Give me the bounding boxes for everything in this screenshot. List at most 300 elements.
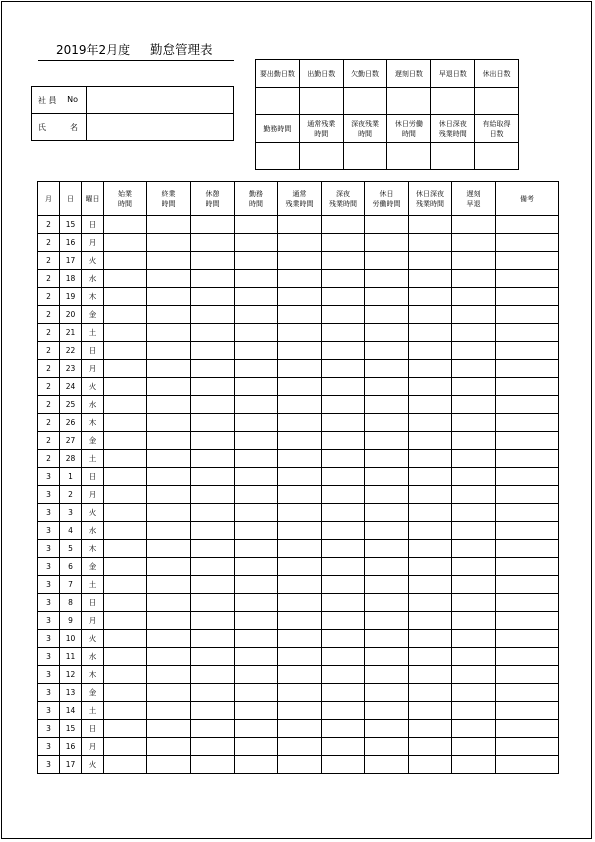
- entry-cell[interactable]: [496, 216, 559, 234]
- entry-cell[interactable]: [409, 504, 452, 522]
- entry-cell[interactable]: [104, 504, 147, 522]
- entry-cell[interactable]: [147, 414, 191, 432]
- entry-cell[interactable]: [235, 486, 278, 504]
- entry-cell[interactable]: [496, 666, 559, 684]
- entry-cell[interactable]: [409, 522, 452, 540]
- entry-cell[interactable]: [104, 756, 147, 774]
- entry-cell[interactable]: [235, 324, 278, 342]
- entry-cell[interactable]: [452, 684, 496, 702]
- entry-cell[interactable]: [496, 432, 559, 450]
- entry-cell[interactable]: [235, 594, 278, 612]
- entry-cell[interactable]: [409, 558, 452, 576]
- entry-cell[interactable]: [322, 504, 365, 522]
- entry-cell[interactable]: [191, 630, 235, 648]
- entry-cell[interactable]: [278, 234, 322, 252]
- entry-cell[interactable]: [409, 666, 452, 684]
- entry-cell[interactable]: [104, 486, 147, 504]
- entry-cell[interactable]: [322, 432, 365, 450]
- entry-cell[interactable]: [322, 414, 365, 432]
- entry-cell[interactable]: [235, 306, 278, 324]
- summary-value-field[interactable]: [475, 143, 519, 170]
- entry-cell[interactable]: [235, 540, 278, 558]
- entry-cell[interactable]: [235, 378, 278, 396]
- entry-cell[interactable]: [235, 342, 278, 360]
- entry-cell[interactable]: [104, 360, 147, 378]
- entry-cell[interactable]: [191, 576, 235, 594]
- entry-cell[interactable]: [365, 396, 409, 414]
- entry-cell[interactable]: [104, 684, 147, 702]
- entry-cell[interactable]: [496, 738, 559, 756]
- entry-cell[interactable]: [104, 324, 147, 342]
- entry-cell[interactable]: [365, 684, 409, 702]
- entry-cell[interactable]: [452, 306, 496, 324]
- entry-cell[interactable]: [235, 720, 278, 738]
- entry-cell[interactable]: [452, 504, 496, 522]
- entry-cell[interactable]: [147, 594, 191, 612]
- entry-cell[interactable]: [104, 648, 147, 666]
- entry-cell[interactable]: [235, 504, 278, 522]
- entry-cell[interactable]: [409, 288, 452, 306]
- entry-cell[interactable]: [104, 252, 147, 270]
- entry-cell[interactable]: [452, 432, 496, 450]
- entry-cell[interactable]: [365, 594, 409, 612]
- entry-cell[interactable]: [365, 720, 409, 738]
- entry-cell[interactable]: [452, 342, 496, 360]
- entry-cell[interactable]: [452, 630, 496, 648]
- entry-cell[interactable]: [235, 738, 278, 756]
- entry-cell[interactable]: [452, 576, 496, 594]
- entry-cell[interactable]: [365, 252, 409, 270]
- entry-cell[interactable]: [104, 630, 147, 648]
- entry-cell[interactable]: [409, 252, 452, 270]
- entry-cell[interactable]: [278, 576, 322, 594]
- entry-cell[interactable]: [147, 396, 191, 414]
- entry-cell[interactable]: [104, 288, 147, 306]
- entry-cell[interactable]: [496, 558, 559, 576]
- entry-cell[interactable]: [409, 576, 452, 594]
- entry-cell[interactable]: [191, 252, 235, 270]
- entry-cell[interactable]: [235, 666, 278, 684]
- entry-cell[interactable]: [278, 216, 322, 234]
- entry-cell[interactable]: [322, 666, 365, 684]
- entry-cell[interactable]: [191, 558, 235, 576]
- entry-cell[interactable]: [365, 450, 409, 468]
- entry-cell[interactable]: [409, 432, 452, 450]
- entry-cell[interactable]: [496, 252, 559, 270]
- entry-cell[interactable]: [496, 576, 559, 594]
- entry-cell[interactable]: [452, 468, 496, 486]
- entry-cell[interactable]: [278, 468, 322, 486]
- entry-cell[interactable]: [147, 468, 191, 486]
- entry-cell[interactable]: [322, 702, 365, 720]
- entry-cell[interactable]: [452, 450, 496, 468]
- entry-cell[interactable]: [191, 666, 235, 684]
- entry-cell[interactable]: [191, 234, 235, 252]
- entry-cell[interactable]: [191, 540, 235, 558]
- summary-value-field[interactable]: [256, 88, 300, 115]
- entry-cell[interactable]: [409, 702, 452, 720]
- entry-cell[interactable]: [496, 630, 559, 648]
- entry-cell[interactable]: [147, 432, 191, 450]
- entry-cell[interactable]: [147, 306, 191, 324]
- entry-cell[interactable]: [365, 468, 409, 486]
- entry-cell[interactable]: [147, 648, 191, 666]
- entry-cell[interactable]: [147, 450, 191, 468]
- entry-cell[interactable]: [322, 216, 365, 234]
- entry-cell[interactable]: [322, 558, 365, 576]
- entry-cell[interactable]: [452, 396, 496, 414]
- entry-cell[interactable]: [496, 288, 559, 306]
- entry-cell[interactable]: [147, 378, 191, 396]
- entry-cell[interactable]: [278, 270, 322, 288]
- entry-cell[interactable]: [191, 468, 235, 486]
- entry-cell[interactable]: [496, 702, 559, 720]
- entry-cell[interactable]: [365, 738, 409, 756]
- entry-cell[interactable]: [409, 342, 452, 360]
- entry-cell[interactable]: [147, 738, 191, 756]
- entry-cell[interactable]: [235, 252, 278, 270]
- entry-cell[interactable]: [322, 396, 365, 414]
- entry-cell[interactable]: [278, 648, 322, 666]
- entry-cell[interactable]: [278, 666, 322, 684]
- entry-cell[interactable]: [191, 702, 235, 720]
- entry-cell[interactable]: [147, 486, 191, 504]
- entry-cell[interactable]: [235, 522, 278, 540]
- entry-cell[interactable]: [104, 450, 147, 468]
- entry-cell[interactable]: [365, 414, 409, 432]
- entry-cell[interactable]: [278, 414, 322, 432]
- entry-cell[interactable]: [191, 450, 235, 468]
- summary-value-field[interactable]: [299, 88, 343, 115]
- entry-cell[interactable]: [235, 270, 278, 288]
- entry-cell[interactable]: [322, 648, 365, 666]
- entry-cell[interactable]: [278, 360, 322, 378]
- summary-value-field[interactable]: [343, 143, 387, 170]
- entry-cell[interactable]: [452, 756, 496, 774]
- entry-cell[interactable]: [365, 702, 409, 720]
- entry-cell[interactable]: [322, 486, 365, 504]
- summary-value-field[interactable]: [431, 143, 475, 170]
- entry-cell[interactable]: [104, 234, 147, 252]
- entry-cell[interactable]: [191, 720, 235, 738]
- entry-cell[interactable]: [278, 432, 322, 450]
- entry-cell[interactable]: [235, 612, 278, 630]
- entry-cell[interactable]: [409, 396, 452, 414]
- entry-cell[interactable]: [496, 540, 559, 558]
- entry-cell[interactable]: [409, 450, 452, 468]
- entry-cell[interactable]: [322, 288, 365, 306]
- entry-cell[interactable]: [147, 270, 191, 288]
- entry-cell[interactable]: [365, 324, 409, 342]
- entry-cell[interactable]: [409, 378, 452, 396]
- entry-cell[interactable]: [452, 720, 496, 738]
- entry-cell[interactable]: [147, 522, 191, 540]
- entry-cell[interactable]: [191, 288, 235, 306]
- entry-cell[interactable]: [191, 594, 235, 612]
- entry-cell[interactable]: [191, 486, 235, 504]
- entry-cell[interactable]: [104, 396, 147, 414]
- entry-cell[interactable]: [278, 396, 322, 414]
- entry-cell[interactable]: [496, 342, 559, 360]
- employee-name-field[interactable]: [87, 114, 234, 141]
- entry-cell[interactable]: [496, 612, 559, 630]
- entry-cell[interactable]: [191, 360, 235, 378]
- entry-cell[interactable]: [104, 738, 147, 756]
- entry-cell[interactable]: [452, 486, 496, 504]
- entry-cell[interactable]: [147, 702, 191, 720]
- entry-cell[interactable]: [191, 738, 235, 756]
- entry-cell[interactable]: [452, 738, 496, 756]
- entry-cell[interactable]: [191, 414, 235, 432]
- entry-cell[interactable]: [104, 594, 147, 612]
- entry-cell[interactable]: [452, 540, 496, 558]
- entry-cell[interactable]: [322, 468, 365, 486]
- entry-cell[interactable]: [147, 288, 191, 306]
- entry-cell[interactable]: [104, 612, 147, 630]
- summary-value-field[interactable]: [343, 88, 387, 115]
- entry-cell[interactable]: [365, 360, 409, 378]
- entry-cell[interactable]: [278, 684, 322, 702]
- entry-cell[interactable]: [191, 684, 235, 702]
- entry-cell[interactable]: [409, 738, 452, 756]
- entry-cell[interactable]: [278, 738, 322, 756]
- entry-cell[interactable]: [147, 630, 191, 648]
- entry-cell[interactable]: [365, 576, 409, 594]
- entry-cell[interactable]: [365, 216, 409, 234]
- entry-cell[interactable]: [147, 720, 191, 738]
- entry-cell[interactable]: [191, 756, 235, 774]
- entry-cell[interactable]: [452, 522, 496, 540]
- entry-cell[interactable]: [452, 216, 496, 234]
- entry-cell[interactable]: [496, 396, 559, 414]
- entry-cell[interactable]: [235, 630, 278, 648]
- entry-cell[interactable]: [322, 522, 365, 540]
- entry-cell[interactable]: [452, 612, 496, 630]
- entry-cell[interactable]: [452, 414, 496, 432]
- entry-cell[interactable]: [452, 270, 496, 288]
- entry-cell[interactable]: [365, 306, 409, 324]
- entry-cell[interactable]: [452, 594, 496, 612]
- entry-cell[interactable]: [452, 378, 496, 396]
- entry-cell[interactable]: [496, 306, 559, 324]
- entry-cell[interactable]: [322, 684, 365, 702]
- entry-cell[interactable]: [365, 288, 409, 306]
- entry-cell[interactable]: [496, 234, 559, 252]
- entry-cell[interactable]: [235, 432, 278, 450]
- entry-cell[interactable]: [365, 522, 409, 540]
- entry-cell[interactable]: [235, 360, 278, 378]
- entry-cell[interactable]: [191, 270, 235, 288]
- entry-cell[interactable]: [322, 324, 365, 342]
- summary-value-field[interactable]: [387, 143, 431, 170]
- entry-cell[interactable]: [191, 504, 235, 522]
- entry-cell[interactable]: [147, 756, 191, 774]
- entry-cell[interactable]: [278, 702, 322, 720]
- summary-value-field[interactable]: [256, 143, 300, 170]
- entry-cell[interactable]: [496, 720, 559, 738]
- entry-cell[interactable]: [278, 594, 322, 612]
- entry-cell[interactable]: [147, 558, 191, 576]
- entry-cell[interactable]: [104, 558, 147, 576]
- entry-cell[interactable]: [104, 468, 147, 486]
- entry-cell[interactable]: [409, 594, 452, 612]
- entry-cell[interactable]: [104, 270, 147, 288]
- entry-cell[interactable]: [235, 468, 278, 486]
- entry-cell[interactable]: [147, 684, 191, 702]
- entry-cell[interactable]: [409, 540, 452, 558]
- entry-cell[interactable]: [147, 324, 191, 342]
- entry-cell[interactable]: [191, 378, 235, 396]
- entry-cell[interactable]: [322, 378, 365, 396]
- entry-cell[interactable]: [147, 540, 191, 558]
- entry-cell[interactable]: [322, 720, 365, 738]
- entry-cell[interactable]: [104, 414, 147, 432]
- entry-cell[interactable]: [322, 540, 365, 558]
- entry-cell[interactable]: [147, 252, 191, 270]
- entry-cell[interactable]: [452, 252, 496, 270]
- entry-cell[interactable]: [409, 612, 452, 630]
- entry-cell[interactable]: [322, 252, 365, 270]
- entry-cell[interactable]: [278, 252, 322, 270]
- entry-cell[interactable]: [409, 684, 452, 702]
- entry-cell[interactable]: [496, 756, 559, 774]
- entry-cell[interactable]: [322, 450, 365, 468]
- entry-cell[interactable]: [365, 378, 409, 396]
- entry-cell[interactable]: [235, 396, 278, 414]
- entry-cell[interactable]: [409, 756, 452, 774]
- entry-cell[interactable]: [452, 702, 496, 720]
- entry-cell[interactable]: [235, 648, 278, 666]
- entry-cell[interactable]: [147, 576, 191, 594]
- summary-value-field[interactable]: [431, 88, 475, 115]
- entry-cell[interactable]: [278, 324, 322, 342]
- entry-cell[interactable]: [191, 648, 235, 666]
- entry-cell[interactable]: [365, 234, 409, 252]
- entry-cell[interactable]: [496, 684, 559, 702]
- entry-cell[interactable]: [235, 702, 278, 720]
- entry-cell[interactable]: [278, 486, 322, 504]
- entry-cell[interactable]: [452, 288, 496, 306]
- entry-cell[interactable]: [409, 324, 452, 342]
- entry-cell[interactable]: [365, 540, 409, 558]
- entry-cell[interactable]: [322, 594, 365, 612]
- entry-cell[interactable]: [278, 306, 322, 324]
- entry-cell[interactable]: [235, 450, 278, 468]
- entry-cell[interactable]: [191, 396, 235, 414]
- entry-cell[interactable]: [104, 576, 147, 594]
- entry-cell[interactable]: [322, 234, 365, 252]
- entry-cell[interactable]: [235, 234, 278, 252]
- entry-cell[interactable]: [278, 288, 322, 306]
- entry-cell[interactable]: [147, 360, 191, 378]
- entry-cell[interactable]: [191, 522, 235, 540]
- entry-cell[interactable]: [452, 234, 496, 252]
- entry-cell[interactable]: [147, 612, 191, 630]
- entry-cell[interactable]: [365, 504, 409, 522]
- summary-value-field[interactable]: [387, 88, 431, 115]
- entry-cell[interactable]: [409, 468, 452, 486]
- entry-cell[interactable]: [496, 504, 559, 522]
- entry-cell[interactable]: [278, 540, 322, 558]
- entry-cell[interactable]: [147, 504, 191, 522]
- entry-cell[interactable]: [104, 216, 147, 234]
- entry-cell[interactable]: [496, 414, 559, 432]
- entry-cell[interactable]: [409, 270, 452, 288]
- entry-cell[interactable]: [191, 216, 235, 234]
- entry-cell[interactable]: [496, 378, 559, 396]
- entry-cell[interactable]: [496, 468, 559, 486]
- entry-cell[interactable]: [496, 522, 559, 540]
- entry-cell[interactable]: [496, 450, 559, 468]
- entry-cell[interactable]: [104, 666, 147, 684]
- entry-cell[interactable]: [409, 216, 452, 234]
- entry-cell[interactable]: [235, 684, 278, 702]
- entry-cell[interactable]: [452, 360, 496, 378]
- entry-cell[interactable]: [409, 306, 452, 324]
- entry-cell[interactable]: [278, 342, 322, 360]
- entry-cell[interactable]: [365, 270, 409, 288]
- entry-cell[interactable]: [409, 630, 452, 648]
- employee-id-field[interactable]: [87, 87, 234, 114]
- entry-cell[interactable]: [322, 756, 365, 774]
- entry-cell[interactable]: [452, 648, 496, 666]
- entry-cell[interactable]: [322, 630, 365, 648]
- entry-cell[interactable]: [409, 720, 452, 738]
- entry-cell[interactable]: [278, 630, 322, 648]
- entry-cell[interactable]: [278, 378, 322, 396]
- entry-cell[interactable]: [147, 216, 191, 234]
- entry-cell[interactable]: [496, 270, 559, 288]
- entry-cell[interactable]: [365, 558, 409, 576]
- entry-cell[interactable]: [278, 450, 322, 468]
- entry-cell[interactable]: [235, 576, 278, 594]
- entry-cell[interactable]: [104, 378, 147, 396]
- entry-cell[interactable]: [322, 270, 365, 288]
- entry-cell[interactable]: [365, 486, 409, 504]
- entry-cell[interactable]: [104, 432, 147, 450]
- entry-cell[interactable]: [365, 648, 409, 666]
- entry-cell[interactable]: [278, 612, 322, 630]
- summary-value-field[interactable]: [475, 88, 519, 115]
- entry-cell[interactable]: [452, 324, 496, 342]
- entry-cell[interactable]: [496, 360, 559, 378]
- entry-cell[interactable]: [322, 738, 365, 756]
- entry-cell[interactable]: [278, 522, 322, 540]
- entry-cell[interactable]: [104, 522, 147, 540]
- entry-cell[interactable]: [191, 432, 235, 450]
- entry-cell[interactable]: [235, 756, 278, 774]
- entry-cell[interactable]: [104, 306, 147, 324]
- entry-cell[interactable]: [235, 414, 278, 432]
- entry-cell[interactable]: [278, 558, 322, 576]
- entry-cell[interactable]: [147, 666, 191, 684]
- entry-cell[interactable]: [322, 360, 365, 378]
- entry-cell[interactable]: [147, 342, 191, 360]
- entry-cell[interactable]: [496, 648, 559, 666]
- entry-cell[interactable]: [322, 612, 365, 630]
- entry-cell[interactable]: [322, 306, 365, 324]
- entry-cell[interactable]: [235, 216, 278, 234]
- entry-cell[interactable]: [409, 360, 452, 378]
- summary-value-field[interactable]: [299, 143, 343, 170]
- entry-cell[interactable]: [278, 756, 322, 774]
- entry-cell[interactable]: [496, 594, 559, 612]
- entry-cell[interactable]: [322, 342, 365, 360]
- entry-cell[interactable]: [147, 234, 191, 252]
- entry-cell[interactable]: [365, 432, 409, 450]
- entry-cell[interactable]: [365, 666, 409, 684]
- entry-cell[interactable]: [496, 324, 559, 342]
